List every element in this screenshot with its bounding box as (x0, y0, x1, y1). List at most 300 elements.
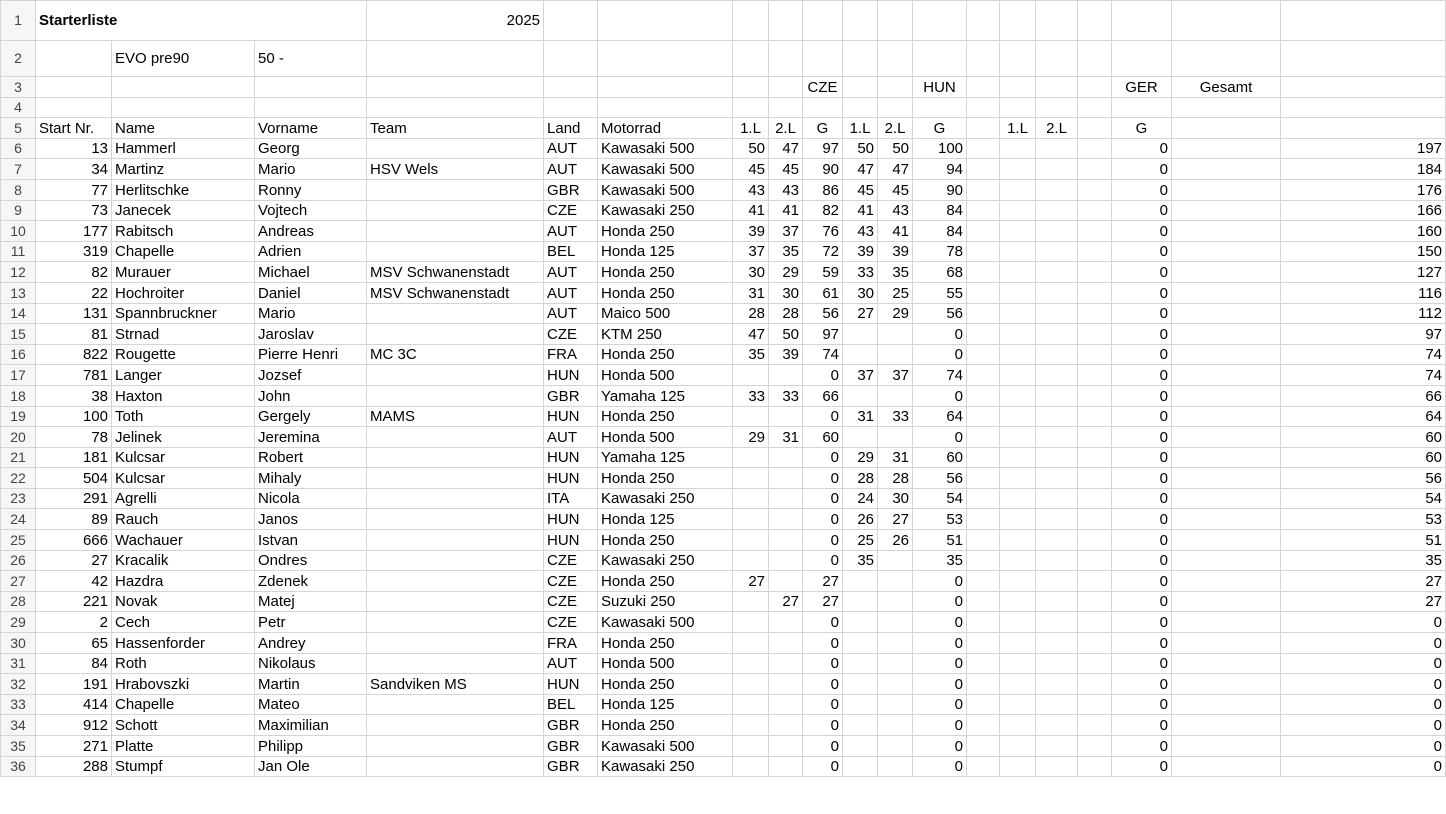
cze-l1-cell[interactable]: 45 (733, 159, 769, 180)
cell[interactable] (255, 97, 367, 118)
cze-g-cell[interactable]: 0 (803, 488, 843, 509)
cze-l2-cell[interactable] (769, 736, 803, 757)
start-nr-cell[interactable]: 82 (36, 262, 112, 283)
cze-g-cell[interactable]: 0 (803, 550, 843, 571)
total-cell[interactable]: 56 (1281, 468, 1446, 489)
start-nr-cell[interactable]: 73 (36, 200, 112, 221)
cze-l2-cell[interactable]: 37 (769, 221, 803, 242)
cell[interactable] (1078, 262, 1112, 283)
name-cell[interactable]: Wachauer (112, 530, 255, 551)
cze-l2-cell[interactable] (769, 715, 803, 736)
land-cell[interactable]: GBR (544, 715, 598, 736)
ger-l1-cell[interactable] (1000, 633, 1036, 654)
cze-l1-cell[interactable]: 28 (733, 303, 769, 324)
cell[interactable] (544, 97, 598, 118)
row-header[interactable]: 18 (1, 385, 36, 406)
motorrad-cell[interactable]: Honda 125 (598, 694, 733, 715)
land-cell[interactable]: CZE (544, 200, 598, 221)
row-header[interactable]: 25 (1, 530, 36, 551)
start-nr-cell[interactable]: 271 (36, 736, 112, 757)
hun-g-cell[interactable]: 64 (913, 406, 967, 427)
vorname-cell[interactable]: Gergely (255, 406, 367, 427)
start-nr-cell[interactable]: 414 (36, 694, 112, 715)
land-cell[interactable]: HUN (544, 447, 598, 468)
cze-l2-cell[interactable]: 43 (769, 179, 803, 200)
column-header-hun-l1[interactable]: 1.L (843, 118, 878, 139)
cell[interactable] (1078, 97, 1112, 118)
cell[interactable] (1000, 77, 1036, 98)
motorrad-cell[interactable]: Honda 250 (598, 221, 733, 242)
total-cell[interactable]: 35 (1281, 550, 1446, 571)
hun-l1-cell[interactable] (843, 674, 878, 695)
cell[interactable] (1172, 653, 1281, 674)
cze-l1-cell[interactable] (733, 633, 769, 654)
cell[interactable] (913, 41, 967, 77)
cell[interactable] (1172, 571, 1281, 592)
vorname-cell[interactable]: Vojtech (255, 200, 367, 221)
row-header[interactable]: 28 (1, 591, 36, 612)
ger-l2-cell[interactable] (1036, 756, 1078, 777)
vorname-cell[interactable]: Andrey (255, 633, 367, 654)
cell[interactable] (1078, 715, 1112, 736)
start-nr-cell[interactable]: 89 (36, 509, 112, 530)
land-cell[interactable]: HUN (544, 530, 598, 551)
vorname-cell[interactable]: Pierre Henri (255, 344, 367, 365)
hun-l2-cell[interactable] (878, 571, 913, 592)
name-cell[interactable]: Hochroiter (112, 282, 255, 303)
cell[interactable] (1000, 41, 1036, 77)
team-cell[interactable] (367, 303, 544, 324)
hun-l2-cell[interactable]: 41 (878, 221, 913, 242)
cell[interactable] (1078, 241, 1112, 262)
cze-g-cell[interactable]: 74 (803, 344, 843, 365)
cell[interactable] (1172, 97, 1281, 118)
row-header[interactable]: 6 (1, 138, 36, 159)
land-cell[interactable]: AUT (544, 262, 598, 283)
row-header[interactable]: 9 (1, 200, 36, 221)
total-cell[interactable]: 0 (1281, 653, 1446, 674)
team-cell[interactable] (367, 427, 544, 448)
cell[interactable] (967, 200, 1000, 221)
cell[interactable] (112, 97, 255, 118)
cze-g-cell[interactable]: 82 (803, 200, 843, 221)
row-header[interactable]: 1 (1, 1, 36, 41)
hun-g-cell[interactable]: 84 (913, 221, 967, 242)
cze-l2-cell[interactable] (769, 468, 803, 489)
row-header[interactable]: 26 (1, 550, 36, 571)
cze-l1-cell[interactable] (733, 715, 769, 736)
team-cell[interactable] (367, 447, 544, 468)
cell[interactable] (803, 97, 843, 118)
vorname-cell[interactable]: John (255, 385, 367, 406)
hun-l2-cell[interactable]: 25 (878, 282, 913, 303)
column-header-team[interactable]: Team (367, 118, 544, 139)
motorrad-cell[interactable]: Honda 250 (598, 715, 733, 736)
cze-l1-cell[interactable]: 47 (733, 324, 769, 345)
team-cell[interactable]: HSV Wels (367, 159, 544, 180)
cell[interactable] (367, 77, 544, 98)
ger-l2-cell[interactable] (1036, 344, 1078, 365)
total-cell[interactable]: 74 (1281, 365, 1446, 386)
start-nr-cell[interactable]: 221 (36, 591, 112, 612)
name-cell[interactable]: Rabitsch (112, 221, 255, 242)
team-cell[interactable]: MSV Schwanenstadt (367, 282, 544, 303)
cze-l2-cell[interactable] (769, 612, 803, 633)
hun-l1-cell[interactable] (843, 756, 878, 777)
team-cell[interactable] (367, 530, 544, 551)
ger-g-cell[interactable]: 0 (1112, 550, 1172, 571)
ger-l1-cell[interactable] (1000, 530, 1036, 551)
cell[interactable] (1172, 385, 1281, 406)
cze-l1-cell[interactable] (733, 468, 769, 489)
land-cell[interactable]: HUN (544, 509, 598, 530)
motorrad-cell[interactable]: Honda 250 (598, 262, 733, 283)
cze-l2-cell[interactable]: 50 (769, 324, 803, 345)
ger-l1-cell[interactable] (1000, 591, 1036, 612)
cze-l2-cell[interactable] (769, 365, 803, 386)
ger-g-cell[interactable]: 0 (1112, 221, 1172, 242)
vorname-cell[interactable]: Jaroslav (255, 324, 367, 345)
cell[interactable] (1078, 530, 1112, 551)
cze-l1-cell[interactable] (733, 694, 769, 715)
hun-g-cell[interactable]: 35 (913, 550, 967, 571)
motorrad-cell[interactable]: Honda 250 (598, 344, 733, 365)
cze-l2-cell[interactable]: 31 (769, 427, 803, 448)
hun-l2-cell[interactable] (878, 715, 913, 736)
ger-l1-cell[interactable] (1000, 653, 1036, 674)
cze-g-cell[interactable]: 27 (803, 571, 843, 592)
cell[interactable] (843, 41, 878, 77)
cell[interactable] (967, 385, 1000, 406)
motorrad-cell[interactable]: Kawasaki 500 (598, 159, 733, 180)
vorname-cell[interactable]: Petr (255, 612, 367, 633)
ger-l2-cell[interactable] (1036, 447, 1078, 468)
hun-l1-cell[interactable]: 39 (843, 241, 878, 262)
name-cell[interactable]: Novak (112, 591, 255, 612)
cell[interactable] (1172, 447, 1281, 468)
hun-l1-cell[interactable] (843, 427, 878, 448)
ger-l2-cell[interactable] (1036, 550, 1078, 571)
cze-g-cell[interactable]: 27 (803, 591, 843, 612)
cell[interactable] (967, 344, 1000, 365)
column-header-ger-l1[interactable]: 1.L (1000, 118, 1036, 139)
cell[interactable] (1281, 97, 1446, 118)
cell[interactable] (1112, 97, 1172, 118)
team-cell[interactable] (367, 138, 544, 159)
team-cell[interactable]: MC 3C (367, 344, 544, 365)
ger-g-cell[interactable]: 0 (1112, 736, 1172, 757)
cze-l2-cell[interactable] (769, 756, 803, 777)
cell[interactable] (1036, 1, 1078, 41)
cze-l1-cell[interactable]: 30 (733, 262, 769, 283)
ger-g-cell[interactable]: 0 (1112, 200, 1172, 221)
vorname-cell[interactable]: Michael (255, 262, 367, 283)
land-cell[interactable]: BEL (544, 694, 598, 715)
cell[interactable] (1000, 97, 1036, 118)
vorname-cell[interactable]: Mateo (255, 694, 367, 715)
motorrad-cell[interactable]: Kawasaki 250 (598, 200, 733, 221)
start-nr-cell[interactable]: 27 (36, 550, 112, 571)
ger-l2-cell[interactable] (1036, 488, 1078, 509)
ger-g-cell[interactable]: 0 (1112, 591, 1172, 612)
cell[interactable] (1078, 303, 1112, 324)
hun-g-cell[interactable]: 94 (913, 159, 967, 180)
ger-l2-cell[interactable] (1036, 385, 1078, 406)
cze-l1-cell[interactable] (733, 488, 769, 509)
ger-l2-cell[interactable] (1036, 715, 1078, 736)
row-header[interactable]: 11 (1, 241, 36, 262)
column-header-ger-l2[interactable]: 2.L (1036, 118, 1078, 139)
cze-l2-cell[interactable]: 39 (769, 344, 803, 365)
hun-l1-cell[interactable]: 25 (843, 530, 878, 551)
cell[interactable] (769, 77, 803, 98)
hun-l1-cell[interactable]: 28 (843, 468, 878, 489)
hun-l1-cell[interactable]: 29 (843, 447, 878, 468)
ger-g-cell[interactable]: 0 (1112, 694, 1172, 715)
name-cell[interactable]: Kulcsar (112, 468, 255, 489)
cell[interactable] (1078, 159, 1112, 180)
hun-g-cell[interactable]: 0 (913, 715, 967, 736)
motorrad-cell[interactable]: Kawasaki 500 (598, 138, 733, 159)
motorrad-cell[interactable]: Kawasaki 250 (598, 756, 733, 777)
ger-g-cell[interactable]: 0 (1112, 303, 1172, 324)
vorname-cell[interactable]: Philipp (255, 736, 367, 757)
team-cell[interactable]: MAMS (367, 406, 544, 427)
land-cell[interactable]: HUN (544, 674, 598, 695)
hun-l2-cell[interactable] (878, 324, 913, 345)
cze-l1-cell[interactable]: 27 (733, 571, 769, 592)
ger-g-cell[interactable]: 0 (1112, 159, 1172, 180)
vorname-cell[interactable]: Mihaly (255, 468, 367, 489)
team-cell[interactable] (367, 653, 544, 674)
hun-l1-cell[interactable]: 37 (843, 365, 878, 386)
hun-l2-cell[interactable] (878, 694, 913, 715)
cze-g-cell[interactable]: 0 (803, 715, 843, 736)
cell[interactable] (1078, 550, 1112, 571)
motorrad-cell[interactable]: Kawasaki 500 (598, 612, 733, 633)
vorname-cell[interactable]: Mario (255, 159, 367, 180)
hun-l1-cell[interactable] (843, 736, 878, 757)
motorrad-cell[interactable]: Suzuki 250 (598, 591, 733, 612)
hun-g-cell[interactable]: 51 (913, 530, 967, 551)
cze-g-cell[interactable]: 0 (803, 406, 843, 427)
cell[interactable] (967, 488, 1000, 509)
cell[interactable] (1172, 118, 1281, 139)
vorname-cell[interactable]: Zdenek (255, 571, 367, 592)
land-cell[interactable]: AUT (544, 427, 598, 448)
name-cell[interactable]: Cech (112, 612, 255, 633)
cell[interactable] (1078, 365, 1112, 386)
cell[interactable] (1172, 179, 1281, 200)
ger-l1-cell[interactable] (1000, 736, 1036, 757)
vorname-cell[interactable]: Jozsef (255, 365, 367, 386)
motorrad-cell[interactable]: Honda 250 (598, 674, 733, 695)
total-cell[interactable]: 27 (1281, 571, 1446, 592)
cell[interactable] (967, 736, 1000, 757)
vorname-cell[interactable]: Janos (255, 509, 367, 530)
ger-g-cell[interactable]: 0 (1112, 715, 1172, 736)
hun-l2-cell[interactable] (878, 736, 913, 757)
hun-l2-cell[interactable]: 33 (878, 406, 913, 427)
cell[interactable] (1078, 591, 1112, 612)
total-cell[interactable]: 176 (1281, 179, 1446, 200)
cell[interactable] (598, 41, 733, 77)
cell[interactable] (967, 468, 1000, 489)
hun-l2-cell[interactable]: 47 (878, 159, 913, 180)
cze-g-cell[interactable]: 56 (803, 303, 843, 324)
motorrad-cell[interactable]: Honda 250 (598, 406, 733, 427)
column-header-cze-g[interactable]: G (803, 118, 843, 139)
cell[interactable] (769, 97, 803, 118)
team-cell[interactable] (367, 241, 544, 262)
team-cell[interactable]: Sandviken MS (367, 674, 544, 695)
row-header[interactable]: 27 (1, 571, 36, 592)
cze-l1-cell[interactable]: 41 (733, 200, 769, 221)
row-header[interactable]: 35 (1, 736, 36, 757)
cell[interactable] (967, 756, 1000, 777)
land-cell[interactable]: AUT (544, 221, 598, 242)
land-cell[interactable]: CZE (544, 591, 598, 612)
cell[interactable] (967, 118, 1000, 139)
cell[interactable] (367, 41, 544, 77)
group-header-cze[interactable]: CZE (803, 77, 843, 98)
hun-l1-cell[interactable] (843, 633, 878, 654)
season-year[interactable]: 2025 (367, 1, 544, 41)
team-cell[interactable] (367, 509, 544, 530)
cell[interactable] (1172, 715, 1281, 736)
vorname-cell[interactable]: Nikolaus (255, 653, 367, 674)
hun-l1-cell[interactable]: 35 (843, 550, 878, 571)
land-cell[interactable]: CZE (544, 612, 598, 633)
cell[interactable] (255, 77, 367, 98)
ger-l2-cell[interactable] (1036, 262, 1078, 283)
cze-g-cell[interactable]: 0 (803, 509, 843, 530)
hun-g-cell[interactable]: 0 (913, 344, 967, 365)
cze-g-cell[interactable]: 0 (803, 530, 843, 551)
ger-l2-cell[interactable] (1036, 468, 1078, 489)
team-cell[interactable] (367, 200, 544, 221)
total-cell[interactable]: 116 (1281, 282, 1446, 303)
ger-l2-cell[interactable] (1036, 200, 1078, 221)
name-cell[interactable]: Platte (112, 736, 255, 757)
hun-g-cell[interactable]: 0 (913, 385, 967, 406)
ger-l1-cell[interactable] (1000, 674, 1036, 695)
ger-l1-cell[interactable] (1000, 159, 1036, 180)
team-cell[interactable] (367, 633, 544, 654)
ger-l1-cell[interactable] (1000, 756, 1036, 777)
column-header-hun-g[interactable]: G (913, 118, 967, 139)
ger-l1-cell[interactable] (1000, 282, 1036, 303)
hun-l1-cell[interactable]: 30 (843, 282, 878, 303)
vorname-cell[interactable]: Nicola (255, 488, 367, 509)
cze-l2-cell[interactable]: 45 (769, 159, 803, 180)
cze-l2-cell[interactable]: 35 (769, 241, 803, 262)
cell[interactable] (36, 77, 112, 98)
cell[interactable] (1172, 262, 1281, 283)
hun-l2-cell[interactable] (878, 756, 913, 777)
ger-l1-cell[interactable] (1000, 365, 1036, 386)
cze-l2-cell[interactable]: 41 (769, 200, 803, 221)
vorname-cell[interactable]: Matej (255, 591, 367, 612)
name-cell[interactable]: Roth (112, 653, 255, 674)
cell[interactable] (1036, 97, 1078, 118)
land-cell[interactable]: HUN (544, 365, 598, 386)
hun-g-cell[interactable]: 0 (913, 674, 967, 695)
cell[interactable] (1078, 77, 1112, 98)
row-header[interactable]: 34 (1, 715, 36, 736)
start-nr-cell[interactable]: 781 (36, 365, 112, 386)
row-header[interactable]: 22 (1, 468, 36, 489)
cell[interactable] (1172, 550, 1281, 571)
cell[interactable] (1078, 41, 1112, 77)
cell[interactable] (1172, 427, 1281, 448)
start-nr-cell[interactable]: 666 (36, 530, 112, 551)
ger-l2-cell[interactable] (1036, 159, 1078, 180)
ger-l2-cell[interactable] (1036, 427, 1078, 448)
start-nr-cell[interactable]: 181 (36, 447, 112, 468)
start-nr-cell[interactable]: 291 (36, 488, 112, 509)
hun-g-cell[interactable]: 84 (913, 200, 967, 221)
cell[interactable] (598, 97, 733, 118)
ger-l1-cell[interactable] (1000, 571, 1036, 592)
cell[interactable] (1078, 1, 1112, 41)
start-nr-cell[interactable]: 177 (36, 221, 112, 242)
total-cell[interactable]: 60 (1281, 447, 1446, 468)
motorrad-cell[interactable]: Honda 250 (598, 282, 733, 303)
ger-l2-cell[interactable] (1036, 179, 1078, 200)
cze-l1-cell[interactable] (733, 406, 769, 427)
total-cell[interactable]: 112 (1281, 303, 1446, 324)
total-cell[interactable]: 127 (1281, 262, 1446, 283)
ger-g-cell[interactable]: 0 (1112, 530, 1172, 551)
row-header[interactable]: 3 (1, 77, 36, 98)
class-name[interactable]: EVO pre90 (112, 41, 255, 77)
land-cell[interactable]: FRA (544, 633, 598, 654)
cell[interactable] (1078, 571, 1112, 592)
cell[interactable] (967, 633, 1000, 654)
vorname-cell[interactable]: Ronny (255, 179, 367, 200)
row-header[interactable]: 14 (1, 303, 36, 324)
ger-l1-cell[interactable] (1000, 468, 1036, 489)
cell[interactable] (1172, 694, 1281, 715)
cze-l1-cell[interactable]: 37 (733, 241, 769, 262)
start-nr-cell[interactable]: 319 (36, 241, 112, 262)
cell[interactable] (878, 41, 913, 77)
ger-l1-cell[interactable] (1000, 406, 1036, 427)
cell[interactable] (1172, 736, 1281, 757)
cze-l2-cell[interactable]: 29 (769, 262, 803, 283)
cell[interactable] (967, 406, 1000, 427)
cell[interactable] (769, 1, 803, 41)
cell[interactable] (843, 97, 878, 118)
hun-g-cell[interactable]: 78 (913, 241, 967, 262)
hun-g-cell[interactable]: 55 (913, 282, 967, 303)
cell[interactable] (1078, 179, 1112, 200)
name-cell[interactable]: Hazdra (112, 571, 255, 592)
motorrad-cell[interactable]: Kawasaki 500 (598, 736, 733, 757)
cell[interactable] (967, 591, 1000, 612)
start-nr-cell[interactable]: 84 (36, 653, 112, 674)
cze-l1-cell[interactable] (733, 509, 769, 530)
motorrad-cell[interactable]: Kawasaki 500 (598, 179, 733, 200)
hun-l2-cell[interactable] (878, 591, 913, 612)
name-cell[interactable]: Strnad (112, 324, 255, 345)
team-cell[interactable] (367, 736, 544, 757)
total-cell[interactable]: 66 (1281, 385, 1446, 406)
column-header-motorrad[interactable]: Motorrad (598, 118, 733, 139)
cell[interactable] (1172, 241, 1281, 262)
cze-l2-cell[interactable]: 28 (769, 303, 803, 324)
